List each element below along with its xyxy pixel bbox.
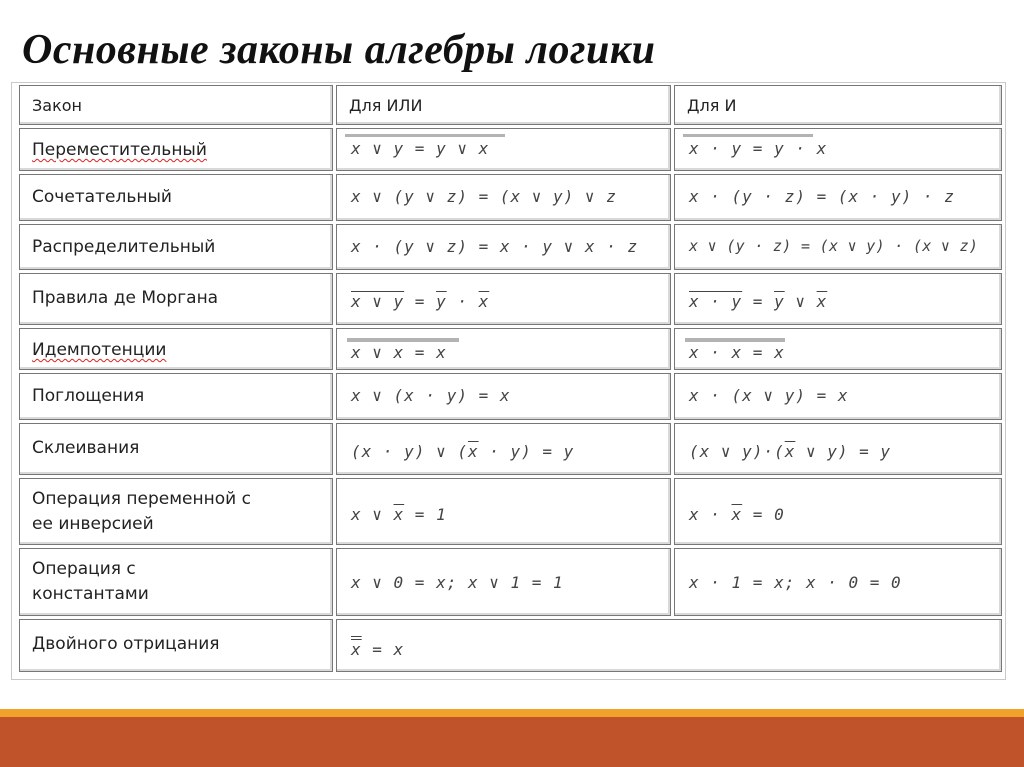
and-formula <box>689 292 827 311</box>
negated-var: $\overline{y}$ <box>774 292 785 311</box>
and-formula-cell <box>674 478 1002 545</box>
negated-var: $\overline{x}$ <box>784 442 796 461</box>
and-formula: x · (x ∨ y) = x <box>689 386 849 405</box>
formula-part: ∨ y) = y <box>795 442 892 461</box>
operator: ∨ <box>784 292 817 311</box>
formula-part: · y) = y <box>478 442 575 461</box>
law-name: Сочетательный <box>32 187 172 207</box>
and-formula-cell <box>674 548 1002 616</box>
and-formula: x · (y · z) = (x · y) · z <box>689 187 955 206</box>
or-formula-cell <box>336 478 671 545</box>
or-formula-cell <box>336 328 671 370</box>
header-law-label: Закон <box>32 96 82 115</box>
negated-var: $\overline{x}$ <box>731 505 743 524</box>
and-formula-cell <box>674 423 1002 475</box>
or-formula <box>351 505 447 524</box>
formula-part: = 1 <box>404 505 447 524</box>
law-cell <box>19 128 333 171</box>
or-formula-cell <box>336 373 671 420</box>
and-formula-cell <box>674 128 1002 171</box>
formula-part: (x · y) ∨ ( <box>351 442 468 461</box>
laws-table <box>11 82 1006 680</box>
operator: · <box>446 292 479 311</box>
and-formula: x · 1 = x; x · 0 = 0 <box>689 573 902 592</box>
and-formula-cell <box>674 174 1002 221</box>
and-formula <box>689 505 785 524</box>
or-formula: x ∨ 0 = x; x ∨ 1 = 1 <box>351 573 564 592</box>
formula-part: (x ∨ y)·( <box>689 442 785 461</box>
double-negation-formula <box>351 640 404 659</box>
law-cell <box>19 619 333 672</box>
and-formula-cell <box>674 224 1002 270</box>
or-formula: x ∨ y = y ∨ x <box>351 139 490 158</box>
formula-part: x ∨ <box>351 505 394 524</box>
or-formula-cell <box>336 174 671 221</box>
law-name: Идемпотенции <box>32 340 167 360</box>
formula-bar <box>685 338 785 342</box>
header-and-label: Для И <box>687 96 737 115</box>
and-formula: x · y = y · x <box>689 139 828 158</box>
and-formula <box>689 442 891 461</box>
negated-var: $\overline{y}$ <box>436 292 447 311</box>
or-formula: x ∨ (y ∨ z) = (x ∨ y) ∨ z <box>351 187 617 206</box>
and-formula: x ∨ (y · z) = (x ∨ y) · (x ∨ z) <box>689 237 979 255</box>
and-formula: x · x = x <box>689 343 785 362</box>
or-formula: x ∨ x = x <box>351 343 447 362</box>
double-negated-var: x <box>351 640 362 659</box>
law-name: Правила де Моргана <box>32 288 219 308</box>
negated-expr: x · y <box>689 292 743 311</box>
negated-var: $\overline{x}$ <box>478 292 490 311</box>
law-cell <box>19 423 333 475</box>
and-formula-cell <box>674 373 1002 420</box>
or-formula: x · (y ∨ z) = x · y ∨ x · z <box>351 237 639 256</box>
law-name: Операция переменной с ее инверсией <box>32 489 251 534</box>
law-name: Двойного отрицания <box>32 634 220 654</box>
law-name: Операция с константами <box>32 559 149 604</box>
negated-var: $\overline{x}$ <box>467 442 479 461</box>
slide-title: Основные законы алгебры логики <box>22 27 656 73</box>
negated-expr: x ∨ y <box>351 292 405 311</box>
or-formula-cell <box>336 273 671 325</box>
formula-part: = x <box>361 640 405 659</box>
law-cell <box>19 373 333 420</box>
law-cell <box>19 328 333 370</box>
or-formula-cell <box>336 224 671 270</box>
law-cell <box>19 548 333 616</box>
law-name: Переместительный <box>32 140 207 160</box>
or-formula-cell <box>336 548 671 616</box>
and-formula-cell <box>674 328 1002 370</box>
negated-var: $\overline{x}$ <box>393 505 405 524</box>
law-cell <box>19 224 333 270</box>
formula-bar <box>683 134 813 137</box>
law-cell <box>19 273 333 325</box>
law-cell <box>19 174 333 221</box>
double-negation-formula-cell <box>336 619 1002 672</box>
header-cell-and <box>674 85 1002 125</box>
law-name: Поглощения <box>32 386 145 406</box>
accent-bar <box>0 709 1024 717</box>
or-formula-cell <box>336 423 671 475</box>
eq-sign: = <box>742 292 775 311</box>
formula-bar <box>347 338 459 342</box>
or-formula <box>351 442 574 461</box>
formula-part: x · <box>689 505 732 524</box>
header-cell-or <box>336 85 671 125</box>
formula-part: = 0 <box>742 505 785 524</box>
formula-bar <box>345 134 505 137</box>
law-name: Распределительный <box>32 237 216 257</box>
or-formula: x ∨ (x · y) = x <box>351 386 511 405</box>
header-or-label: Для ИЛИ <box>349 96 423 115</box>
law-cell <box>19 478 333 545</box>
footer-bar <box>0 717 1024 767</box>
law-name: Склеивания <box>32 438 140 458</box>
or-formula <box>351 292 489 311</box>
header-cell-law <box>19 85 333 125</box>
eq-sign: = <box>404 292 437 311</box>
and-formula-cell <box>674 273 1002 325</box>
or-formula-cell <box>336 128 671 171</box>
negated-var: $\overline{x}$ <box>816 292 828 311</box>
